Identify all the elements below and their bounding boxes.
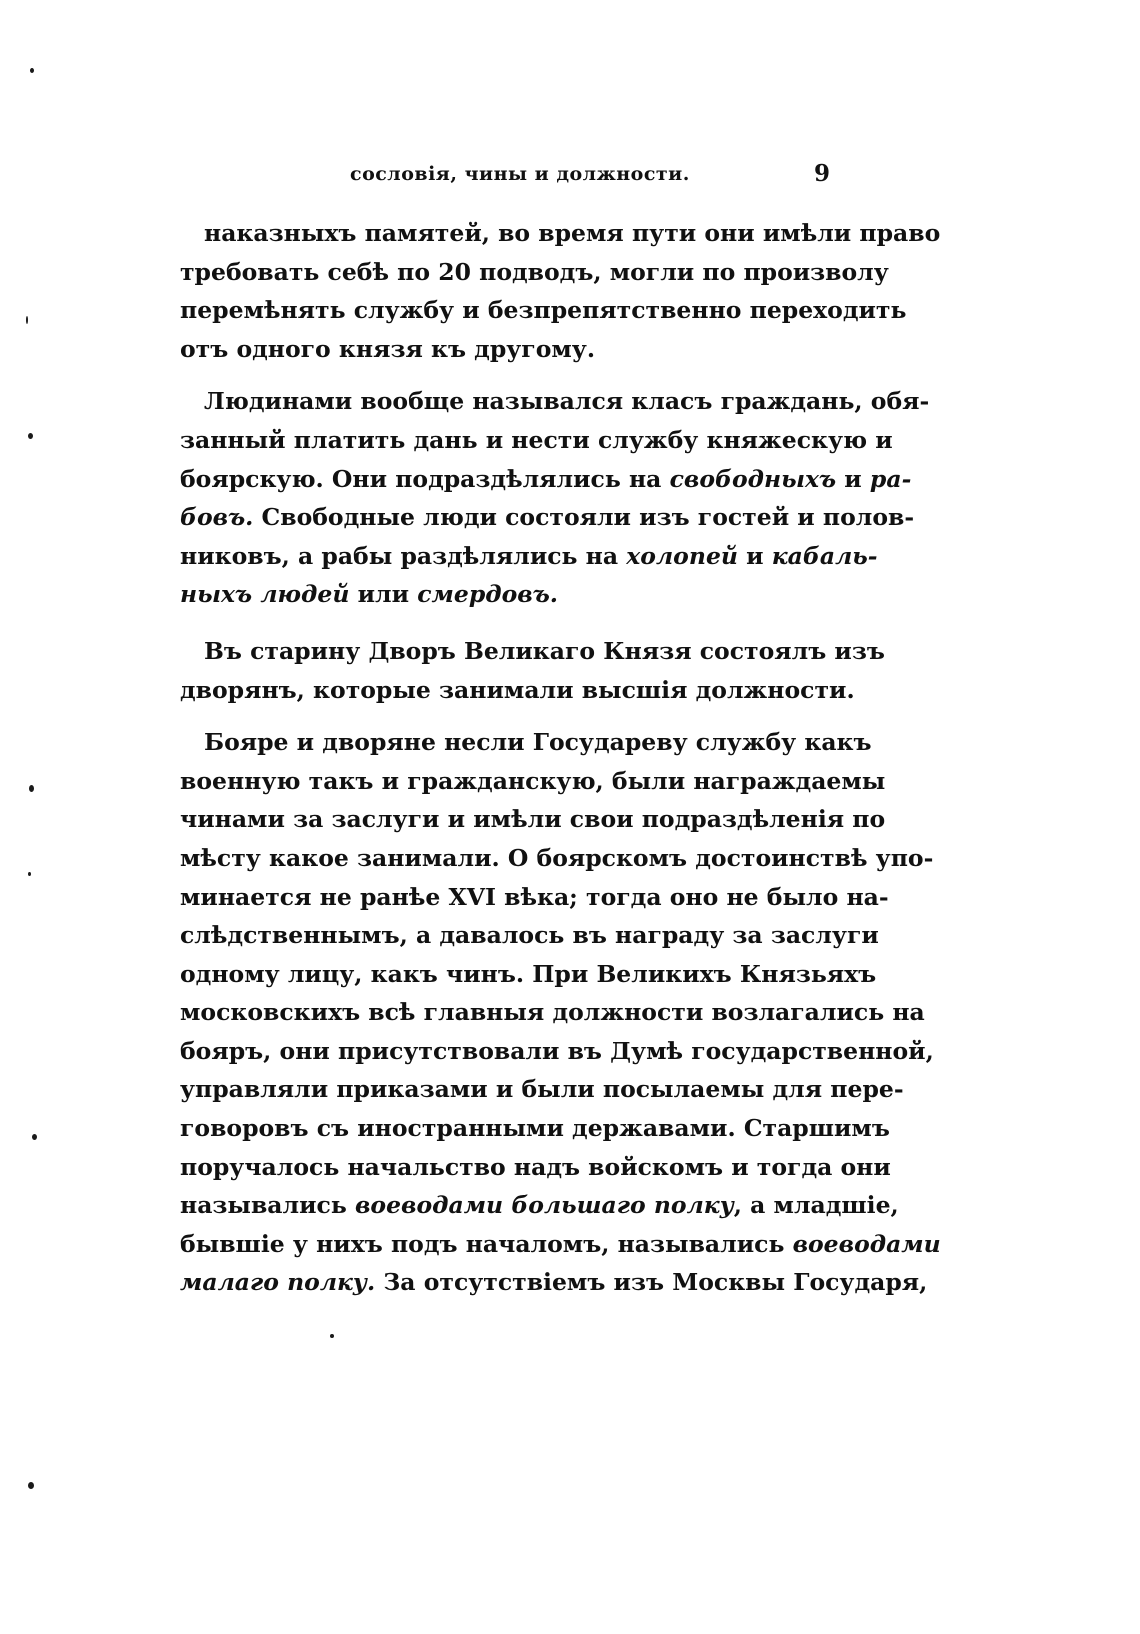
text-line: [180, 916, 879, 955]
text-run: бывшіе у нихъ подъ началомъ, назывались: [180, 1229, 793, 1258]
scan-speck: [29, 785, 34, 792]
text-run: военную такъ и гражданскую, были награждаемы: [180, 766, 886, 795]
text-line: [180, 498, 915, 537]
text-run: За отсутствіемъ изъ Москвы Государя,: [375, 1268, 928, 1297]
italic-term: бовъ.: [180, 503, 254, 532]
text-line: [180, 1263, 928, 1302]
scan-speck: [28, 872, 31, 876]
text-run: требовать себѣ по 20 подводъ, могли по произволу: [180, 257, 889, 286]
text-line: [180, 1070, 904, 1109]
text-run: и: [737, 541, 772, 570]
scan-speck: [28, 433, 33, 439]
page-number: 9: [813, 160, 830, 187]
text-run: занный платить дань и нести службу княжескую и: [180, 425, 893, 454]
text-line: [180, 537, 878, 576]
text-run: мѣсту какое занимали. О боярскомъ достоинствѣ упо-: [180, 843, 934, 872]
text-run: Людинами вообще назывался класъ граждань, обя-: [204, 387, 930, 416]
text-run: отъ одного князя къ другому.: [180, 334, 596, 363]
scan-speck: [32, 1134, 37, 1140]
italic-term: свободныхъ: [669, 464, 837, 493]
text-run: говоровъ съ иностранными державами. Старшимъ: [180, 1114, 890, 1143]
italic-term: смердовъ.: [417, 580, 558, 609]
text-run: дворянъ, которые занимали высшія должности.: [180, 675, 855, 704]
text-run: слѣдственнымъ, а давалось въ награду за заслуги: [180, 921, 879, 950]
scan-speck: [28, 1482, 34, 1489]
text-run: Свободные люди состояли изъ гостей и полов-: [253, 503, 915, 532]
text-run: управляли приказами и были посылаемы для пере-: [180, 1075, 904, 1104]
text-run: московскихъ всѣ главныя должности возлагались на: [180, 998, 925, 1027]
text-line: [180, 762, 886, 801]
text-line: [180, 839, 934, 878]
text-run: минается не ранѣе XVI вѣка; тогда оно не было на-: [180, 882, 889, 911]
italic-term: ра-: [869, 464, 912, 493]
text-line: [180, 291, 907, 330]
running-head: сословія, чины и должности.: [350, 163, 690, 185]
text-run: или: [349, 580, 418, 609]
paragraph-3: [180, 632, 885, 709]
italic-term: кабаль-: [771, 541, 878, 570]
text-run: одному лицу, какъ чинъ. При Великихъ Князьяхъ: [180, 959, 877, 988]
text-line: [180, 1225, 941, 1264]
scan-speck: [30, 68, 34, 73]
text-run: поручалось начальство надъ войскомъ и тогда они: [180, 1152, 891, 1181]
text-run: боярскую. Они подраздѣлялись на: [180, 464, 670, 493]
text-run: Въ старину Дворъ Великаго Князя состоялъ изъ: [204, 636, 885, 665]
italic-term: воеводами: [792, 1229, 941, 1258]
text-run: назывались: [180, 1191, 355, 1220]
text-line: [180, 460, 912, 499]
text-line: [180, 632, 885, 671]
text-line: [180, 1186, 899, 1225]
italic-term: холопей: [626, 541, 738, 570]
text-line: [180, 1032, 934, 1071]
text-line: [180, 878, 889, 917]
paragraph-1: [180, 214, 941, 368]
text-line: [180, 993, 925, 1032]
text-line: [180, 671, 855, 710]
paragraph-4: [180, 723, 941, 1302]
text-line: [180, 723, 872, 762]
italic-term: воеводами большаго полку: [354, 1191, 734, 1220]
text-line: [180, 214, 941, 253]
italic-term: малаго полку.: [180, 1268, 376, 1297]
text-line: [180, 421, 893, 460]
text-run: перемѣнять службу и безпрепятственно переходить: [180, 296, 907, 325]
text-run: и: [836, 464, 870, 493]
scan-speck: [330, 1334, 334, 1338]
scan-speck: [26, 316, 28, 324]
text-line: [180, 955, 877, 994]
text-run: Бояре и дворяне несли Государеву службу какъ: [204, 728, 872, 757]
text-line: [180, 330, 820, 369]
italic-term: ныхъ людей: [180, 580, 350, 609]
body-text: [180, 214, 941, 1302]
text-line: [180, 1109, 890, 1148]
text-run: бояръ, они присутствовали въ Думѣ государственной,: [180, 1036, 934, 1065]
text-line: [180, 575, 820, 614]
text-run: , а младшіе,: [733, 1191, 899, 1220]
paragraph-2: [180, 382, 930, 614]
text-line: [180, 800, 886, 839]
text-line: [180, 382, 930, 421]
page-header: [180, 160, 830, 197]
text-line: [180, 253, 889, 292]
text-run: наказныхъ памятей, во время пути они имѣли право: [204, 219, 941, 247]
text-run: никовъ, а рабы раздѣлялись на: [180, 541, 627, 570]
text-line: [180, 1148, 891, 1187]
text-run: чинами за заслуги и имѣли свои подраздѣленія по: [180, 805, 886, 834]
